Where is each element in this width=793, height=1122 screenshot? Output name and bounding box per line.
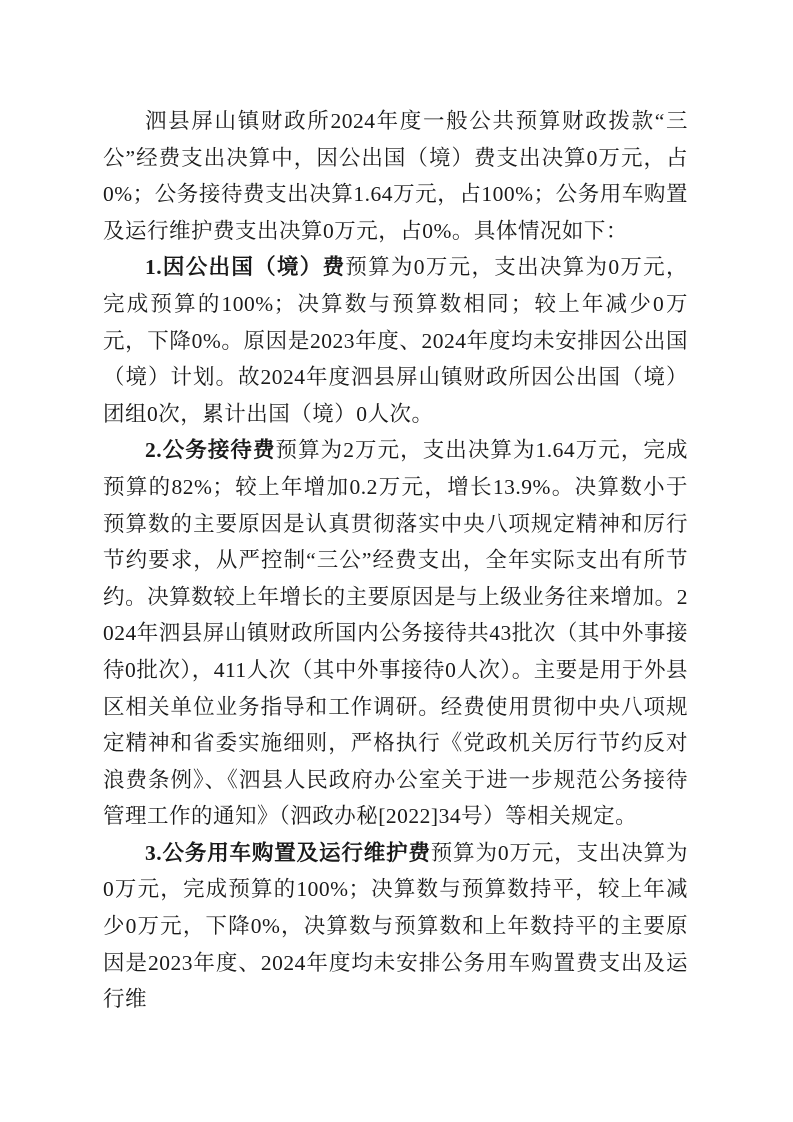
section-heading-3: 3.公务用车购置及运行维护费	[145, 840, 431, 865]
paragraph-text: 预算为0万元，支出决算为0万元，完成预算的100%；决算数与预算数相同；较上年减少0万元，下降0%。原因是2023年度、2024年度均未安排因公出国（境）计划。故2024年度泗县屏山镇财政所因公出国（境）团组0次，累计出国（境）0人次。	[103, 255, 688, 426]
paragraph-intro	[103, 103, 688, 249]
paragraph-text: 预算为2万元，支出决算为1.64万元，完成预算的82%；较上年增加0.2万元，增长13.9%。决算数小于预算数的主要原因是认真贯彻落实中央八项规定精神和厉行节约要求，从严控制“三公”经费支出，全年实际支出有所节约。决算数较上年增长的主要原因是与上级业务往来增加。2024年泗县屏山镇财政所国内公务接待共43批次（其中外事接待0批次），411人次（其中外事接待0人次）。主要是用于外县区相关单位业务指导和工作调研。经费使用贯彻中央八项规定精神和省委实施细则，严格执行《党政机关厉行节约反对浪费条例》、《泗县人民政府办公室关于进一步规范公务接待管理工作的通知》（泗政办秘[2022]34号）等相关规定。	[103, 438, 688, 829]
section-heading-2: 2.公务接待费	[145, 438, 276, 463]
paragraph-section-3	[103, 835, 688, 1018]
paragraph-section-2	[103, 432, 688, 835]
paragraph-text: 泗县屏山镇财政所2024年度一般公共预算财政拨款“三公”经费支出决算中，因公出国（境）费支出决算0万元，占0%；公务接待费支出决算1.64万元，占100%；公务用车购置及运行维护费支出决算0万元，占0%。具体情况如下：	[103, 109, 688, 243]
paragraph-text: 预算为0万元，支出决算为0万元，完成预算的100%；决算数与预算数持平，较上年减少0万元，下降0%，决算数与预算数和上年数持平的主要原因是2023年度、2024年度均未安排公务用车购置费支出及运行维	[103, 840, 688, 1012]
section-heading-1: 1.因公出国（境）费	[145, 255, 346, 280]
paragraph-section-1	[103, 249, 688, 432]
